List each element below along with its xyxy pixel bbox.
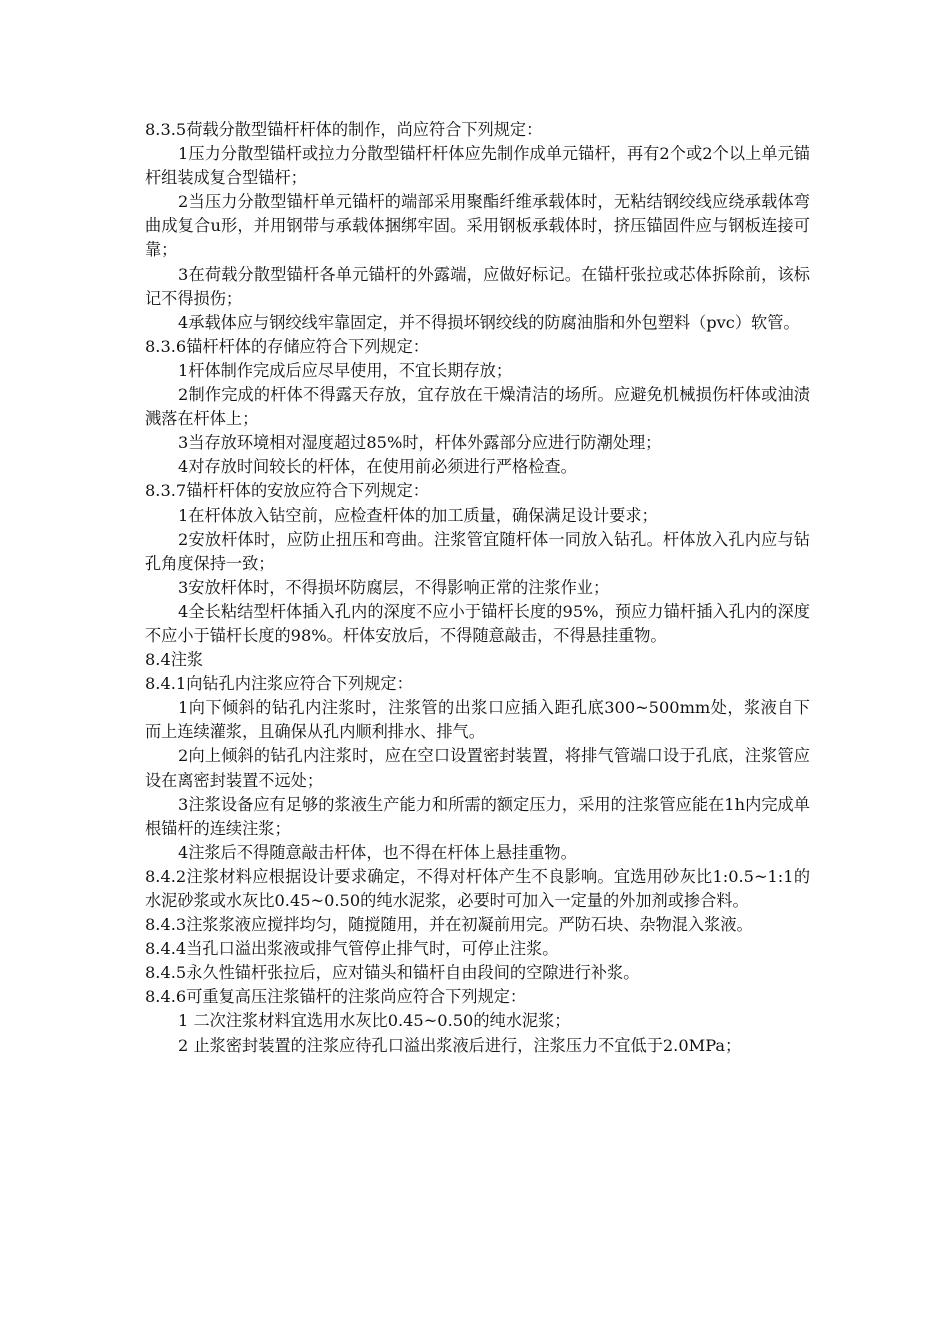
clause-8-3-7-heading: 8.3.7锚杆杆体的安放应符合下列规定： (145, 481, 429, 501)
clause-8-3-6-item-1: 1杆体制作完成后应尽早使用，不宜长期存放； (178, 360, 513, 380)
clause-8-3-7-item-1: 1在杆体放入钻空前，应检查杆体的加工质量，确保满足设计要求； (178, 505, 658, 525)
section-8-4-heading: 8.4注浆 (145, 650, 204, 670)
clause-8-4-2: 8.4.2注浆材料应根据设计要求确定，不得对杆体产生不良影响。宜选用砂灰比1:0.5~1:1的水泥砂浆或水灰比0.45~0.50的纯水泥浆，必要时可加入一定量的外加剂或掺合料。 (145, 866, 810, 910)
clause-8-4-1-heading: 8.4.1向钻孔内注浆应符合下列规定： (145, 674, 413, 694)
clause-8-3-5-heading: 8.3.5荷载分散型锚杆杆体的制作，尚应符合下列规定： (145, 120, 543, 139)
clause-8-3-6-item-2: 2制作完成的杆体不得露天存放，宜存放在干燥清洁的场所。应避免机械损伤杆体或油渍溅落在杆体上； (145, 385, 810, 429)
clause-8-4-6-item-1: 1 二次注浆材料宜选用水灰比0.45~0.50的纯水泥浆； (178, 1011, 571, 1031)
clause-8-3-5-item-4: 4承载体应与钢绞线牢靠固定，并不得损坏钢绞线的防腐油脂和外包塑料（pvc）软管。 (178, 312, 800, 332)
clause-8-3-5-item-1: 1压力分散型锚杆或拉力分散型锚杆杆体应先制作成单元锚杆，再有2个或2个以上单元锚杆组装成复合型锚杆； (145, 144, 810, 188)
clause-8-4-1-item-4: 4注浆后不得随意敲击杆体，也不得在杆体上悬挂重物。 (178, 842, 577, 862)
clause-8-4-4: 8.4.4当孔口溢出浆液或排气管停止排气时，可停止注浆。 (145, 939, 559, 959)
clause-8-3-5-item-3: 3在荷载分散型锚杆各单元锚杆的外露端，应做好标记。在锚杆张拉或芯体拆除前，该标记不得损伤； (145, 264, 810, 308)
document-body (145, 118, 810, 1058)
clause-8-4-6-heading: 8.4.6可重复高压注浆锚杆的注浆尚应符合下列规定： (145, 987, 527, 1007)
clause-8-3-6-item-3: 3当存放环境相对湿度超过85%时，杆体外露部分应进行防潮处理； (178, 433, 662, 453)
clause-8-3-7-item-3: 3安放杆体时，不得损坏防腐层，不得影响正常的注浆作业； (178, 577, 610, 597)
clause-8-4-1-item-2: 2向上倾斜的钻孔内注浆时，应在空口设置密封装置，将排气管端口设于孔底，注浆管应设在离密封装置不远处； (145, 746, 810, 790)
clause-8-4-1-item-1: 1向下倾斜的钻孔内注浆时，注浆管的出浆口应插入距孔底300~500mm处，浆液自下而上连续灌浆，且确保从孔内顺利排水、排气。 (145, 698, 810, 742)
clause-8-3-7-item-4: 4全长粘结型杆体插入孔内的深度不应小于锚杆长度的95%，预应力锚杆插入孔内的深度不应小于锚杆长度的98%。杆体安放后，不得随意敲击，不得悬挂重物。 (145, 601, 810, 645)
clause-8-4-6-item-2: 2 止浆密封装置的注浆应待孔口溢出浆液后进行，注浆压力不宜低于2.0MPa； (178, 1035, 742, 1055)
clause-8-3-7-item-2: 2安放杆体时，应防止扭压和弯曲。注浆管宜随杆体一同放入钻孔。杆体放入孔内应与钻孔角度保持一致； (145, 529, 810, 573)
clause-8-3-6-item-4: 4对存放时间较长的杆体，在使用前必须进行严格检查。 (178, 457, 577, 477)
clause-8-3-6-heading: 8.3.6锚杆杆体的存储应符合下列规定： (145, 336, 429, 356)
clause-8-4-1-item-3: 3注浆设备应有足够的浆液生产能力和所需的额定压力，采用的注浆管应能在1h内完成单根锚杆的连续注浆； (145, 794, 810, 838)
clause-8-4-5: 8.4.5永久性锚杆张拉后，应对锚头和锚杆自由段间的空隙进行补浆。 (145, 963, 640, 983)
clause-8-3-5-item-2: 2当压力分散型锚杆单元锚杆的端部采用聚酯纤维承载体时，无粘结钢绞线应绕承载体弯曲成复合u形，并用钢带与承载体捆绑牢固。采用钢板承载体时，挤压锚固件应与钢板连接可靠； (145, 192, 810, 260)
clause-8-4-3: 8.4.3注浆浆液应搅拌均匀，随搅随用，并在初凝前用完。严防石块、杂物混入浆液。 (145, 915, 753, 935)
